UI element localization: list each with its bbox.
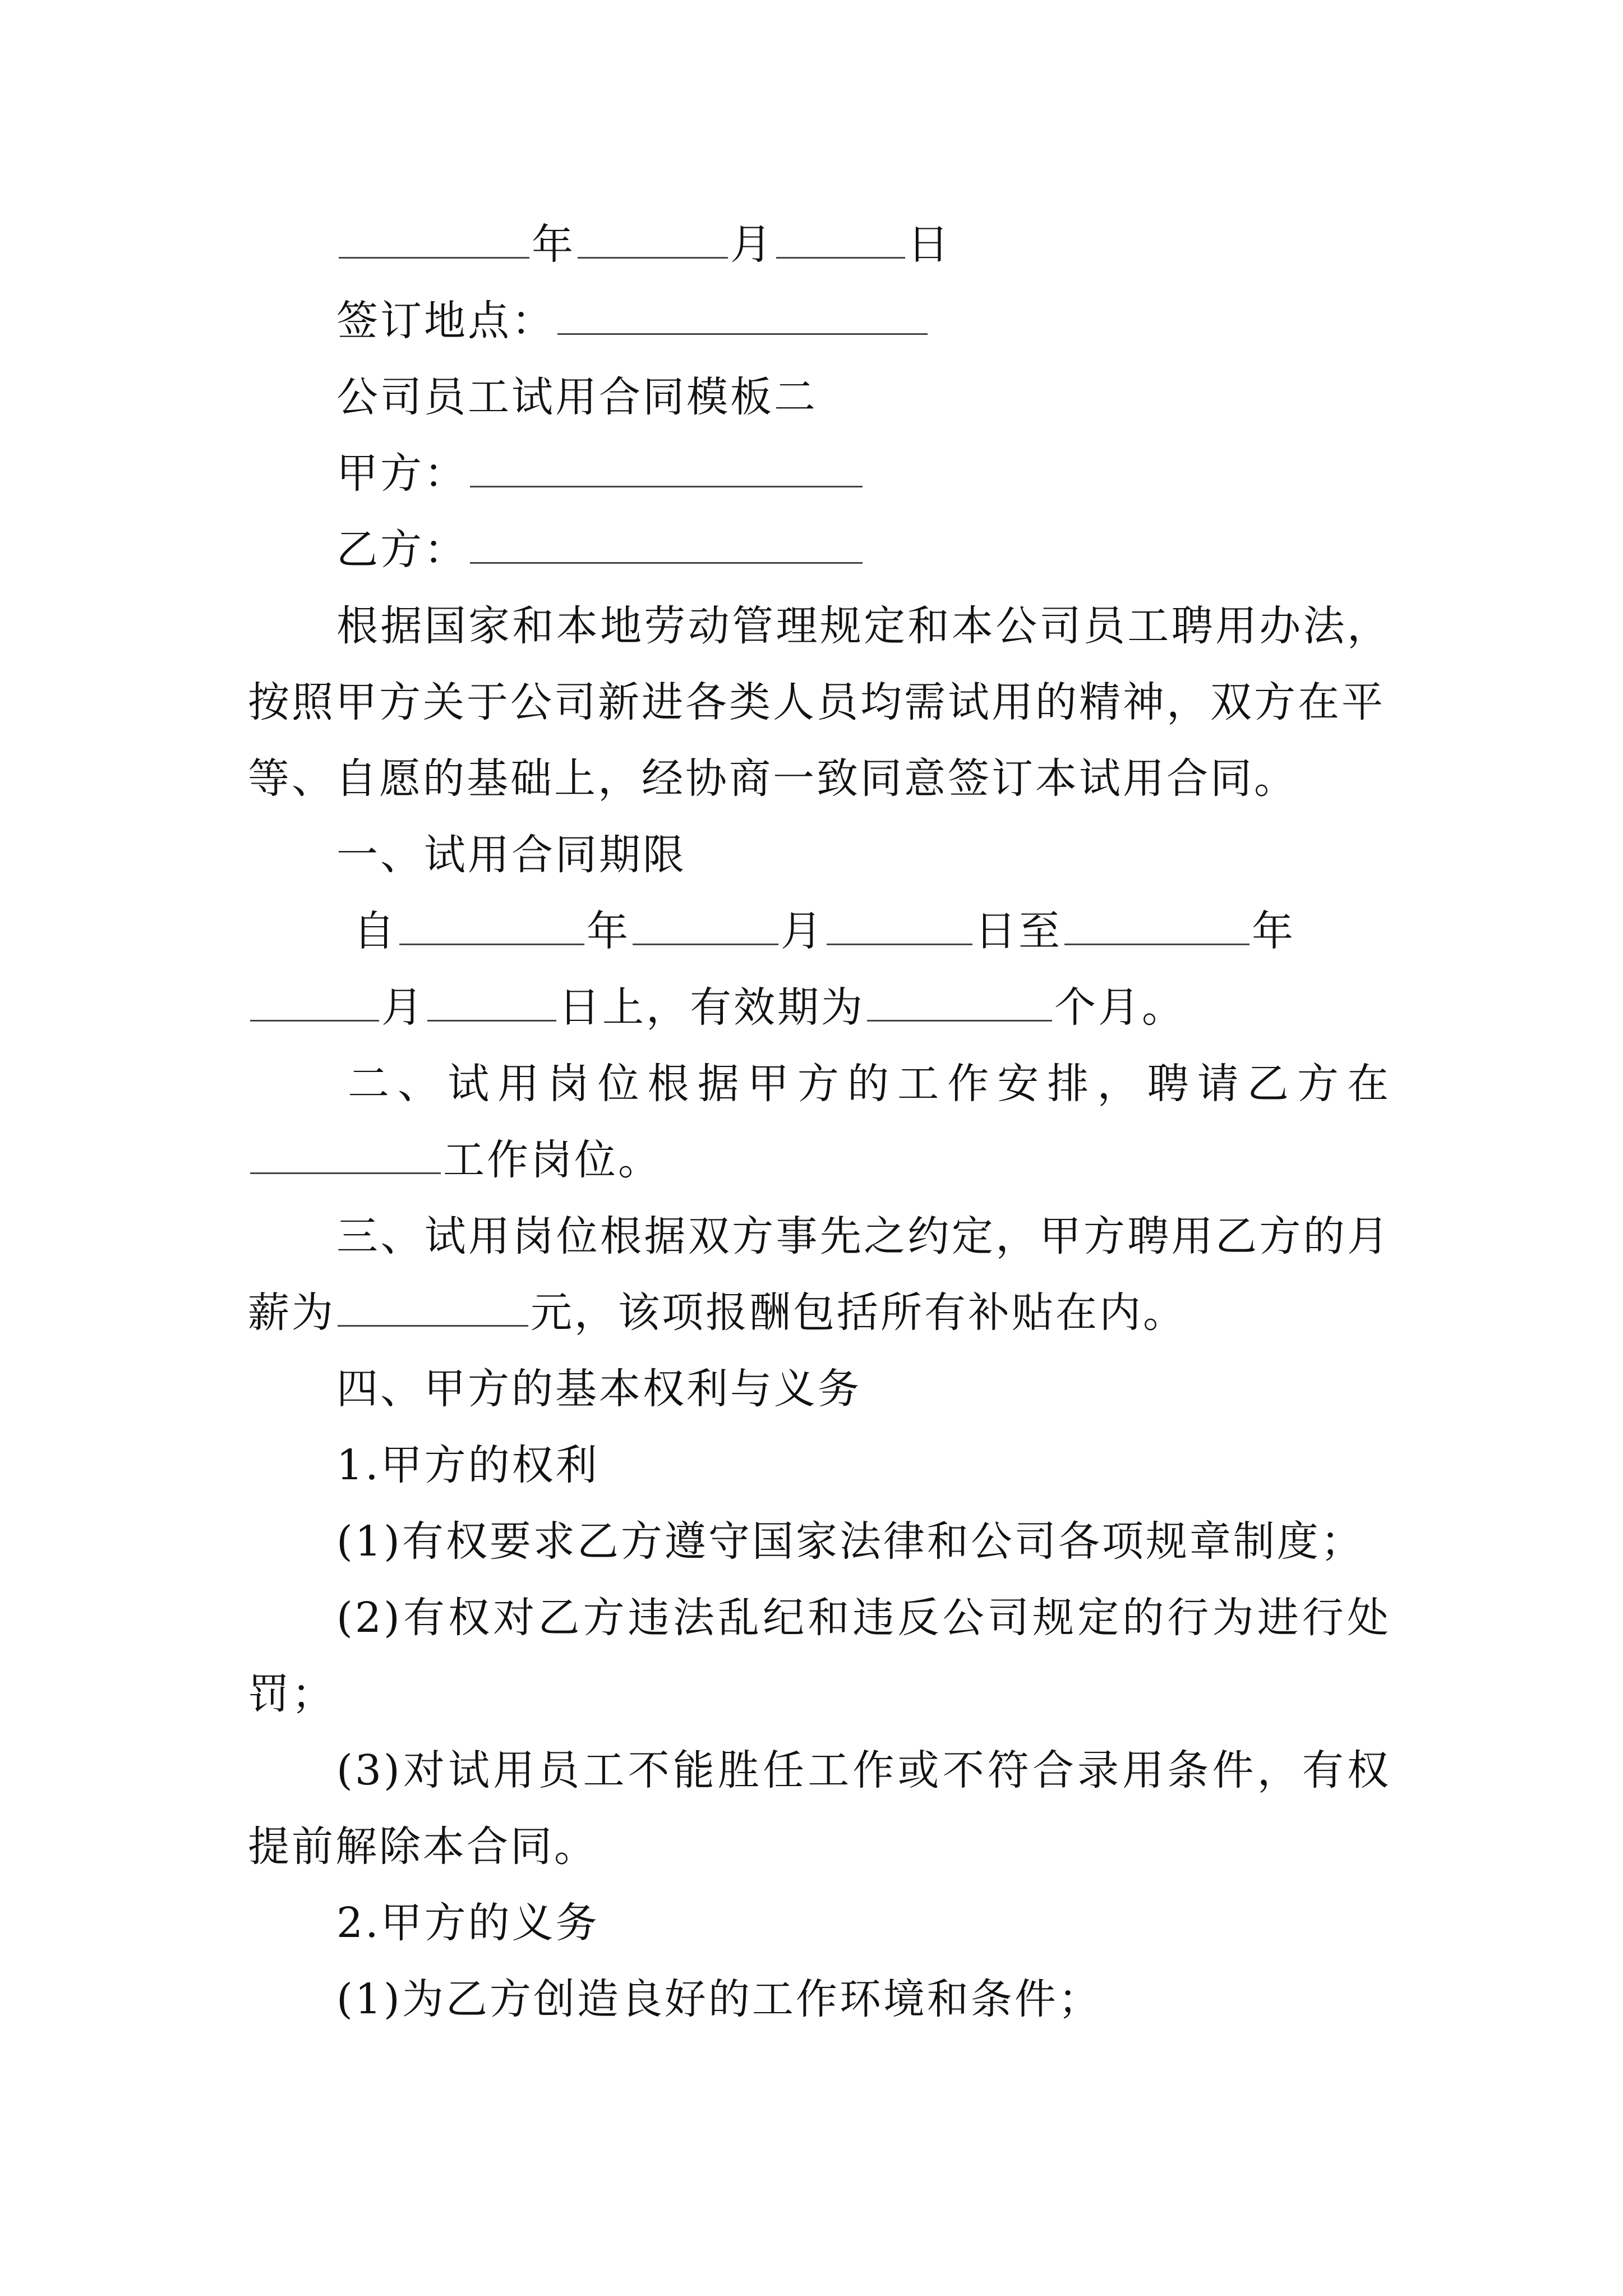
- right-2-line-1: (2)有权对乙方违法乱纪和违反公司规定的行为进行处: [336, 1594, 1391, 1642]
- start-year-blank: [399, 904, 584, 945]
- section-3-line-2: [248, 1285, 1187, 1341]
- end-month-blank: [250, 981, 379, 1022]
- months-label: 个月。: [1054, 983, 1186, 1032]
- party-b-blank: [470, 523, 863, 564]
- duties-heading: 2.甲方的义务: [336, 1899, 600, 1947]
- salary-suffix: 元，该项报酬包括所有补贴在内。: [531, 1289, 1187, 1337]
- section-1-heading: 一、试用合同期限: [336, 831, 686, 879]
- end-year-blank: [1064, 904, 1249, 945]
- signing-place-blank: [557, 294, 928, 335]
- party-a-line: [336, 445, 865, 501]
- section-3-line-1: 三、试用岗位根据双方事先之约定，甲方聘用乙方的月: [336, 1212, 1391, 1260]
- day-blank: [776, 218, 905, 259]
- party-a-label: 甲方：: [336, 449, 468, 498]
- preamble-line-1: 根据国家和本地劳动管理规定和本公司员工聘用办法，: [336, 602, 1391, 650]
- duty-1: (1)为乙方创造良好的工作环境和条件；: [336, 1975, 1102, 2023]
- start-month-blank: [633, 904, 778, 945]
- months-blank: [867, 981, 1052, 1022]
- from-label: 自: [353, 907, 397, 955]
- year-blank: [339, 218, 529, 259]
- party-a-blank: [470, 447, 863, 487]
- signing-place-line: [336, 293, 930, 349]
- right-3-line-2: 提前解除本合同。: [248, 1823, 598, 1871]
- year-label: 年: [532, 220, 575, 269]
- position-blank: [250, 1133, 441, 1174]
- end-day-blank: [427, 981, 556, 1022]
- template-title: 公司员工试用合同模板二: [336, 373, 818, 421]
- right-1: (1)有权要求乙方遵守国家法律和公司各项规章制度；: [336, 1517, 1364, 1566]
- section-4-heading: 四、甲方的基本权利与义务: [336, 1365, 861, 1413]
- end-month-label: 月: [381, 983, 425, 1032]
- signing-place-label: 签订地点：: [336, 297, 555, 345]
- right-3-line-1: (3)对试用员工不能胜任工作或不符合录用条件，有权: [336, 1746, 1391, 1795]
- start-day-blank: [827, 904, 972, 945]
- section-2-line-2: [248, 1132, 662, 1188]
- day-label: 日: [907, 220, 951, 269]
- party-b-label: 乙方：: [336, 526, 468, 574]
- start-month-label: 月: [781, 907, 824, 955]
- section-1-period-line-1: [353, 903, 1295, 959]
- start-year-label: 年: [587, 907, 630, 955]
- right-2-line-2: 罚；: [248, 1670, 335, 1718]
- section-1-period-line-2: [248, 979, 1186, 1036]
- preamble-line-3: 等、自愿的基础上，经协商一致同意签订本试用合同。: [248, 754, 1298, 803]
- validity-label: 日上，有效期为: [559, 983, 865, 1032]
- preamble-line-2: 按照甲方关于公司新进各类人员均需试用的精神，双方在平: [248, 678, 1385, 726]
- section-2-line-1: 二、试用岗位根据甲方的工作安排，聘请乙方在: [348, 1060, 1391, 1108]
- month-label: 月: [730, 220, 774, 269]
- end-year-label: 年: [1252, 907, 1295, 955]
- month-blank: [578, 218, 728, 259]
- day-to-label: 日至: [975, 907, 1062, 955]
- position-suffix: 工作岗位。: [443, 1136, 662, 1184]
- rights-heading: 1.甲方的权利: [336, 1441, 600, 1489]
- party-b-line: [336, 522, 865, 578]
- salary-blank: [338, 1286, 528, 1327]
- date-line: [336, 217, 951, 273]
- salary-prefix: 薪为: [248, 1289, 335, 1337]
